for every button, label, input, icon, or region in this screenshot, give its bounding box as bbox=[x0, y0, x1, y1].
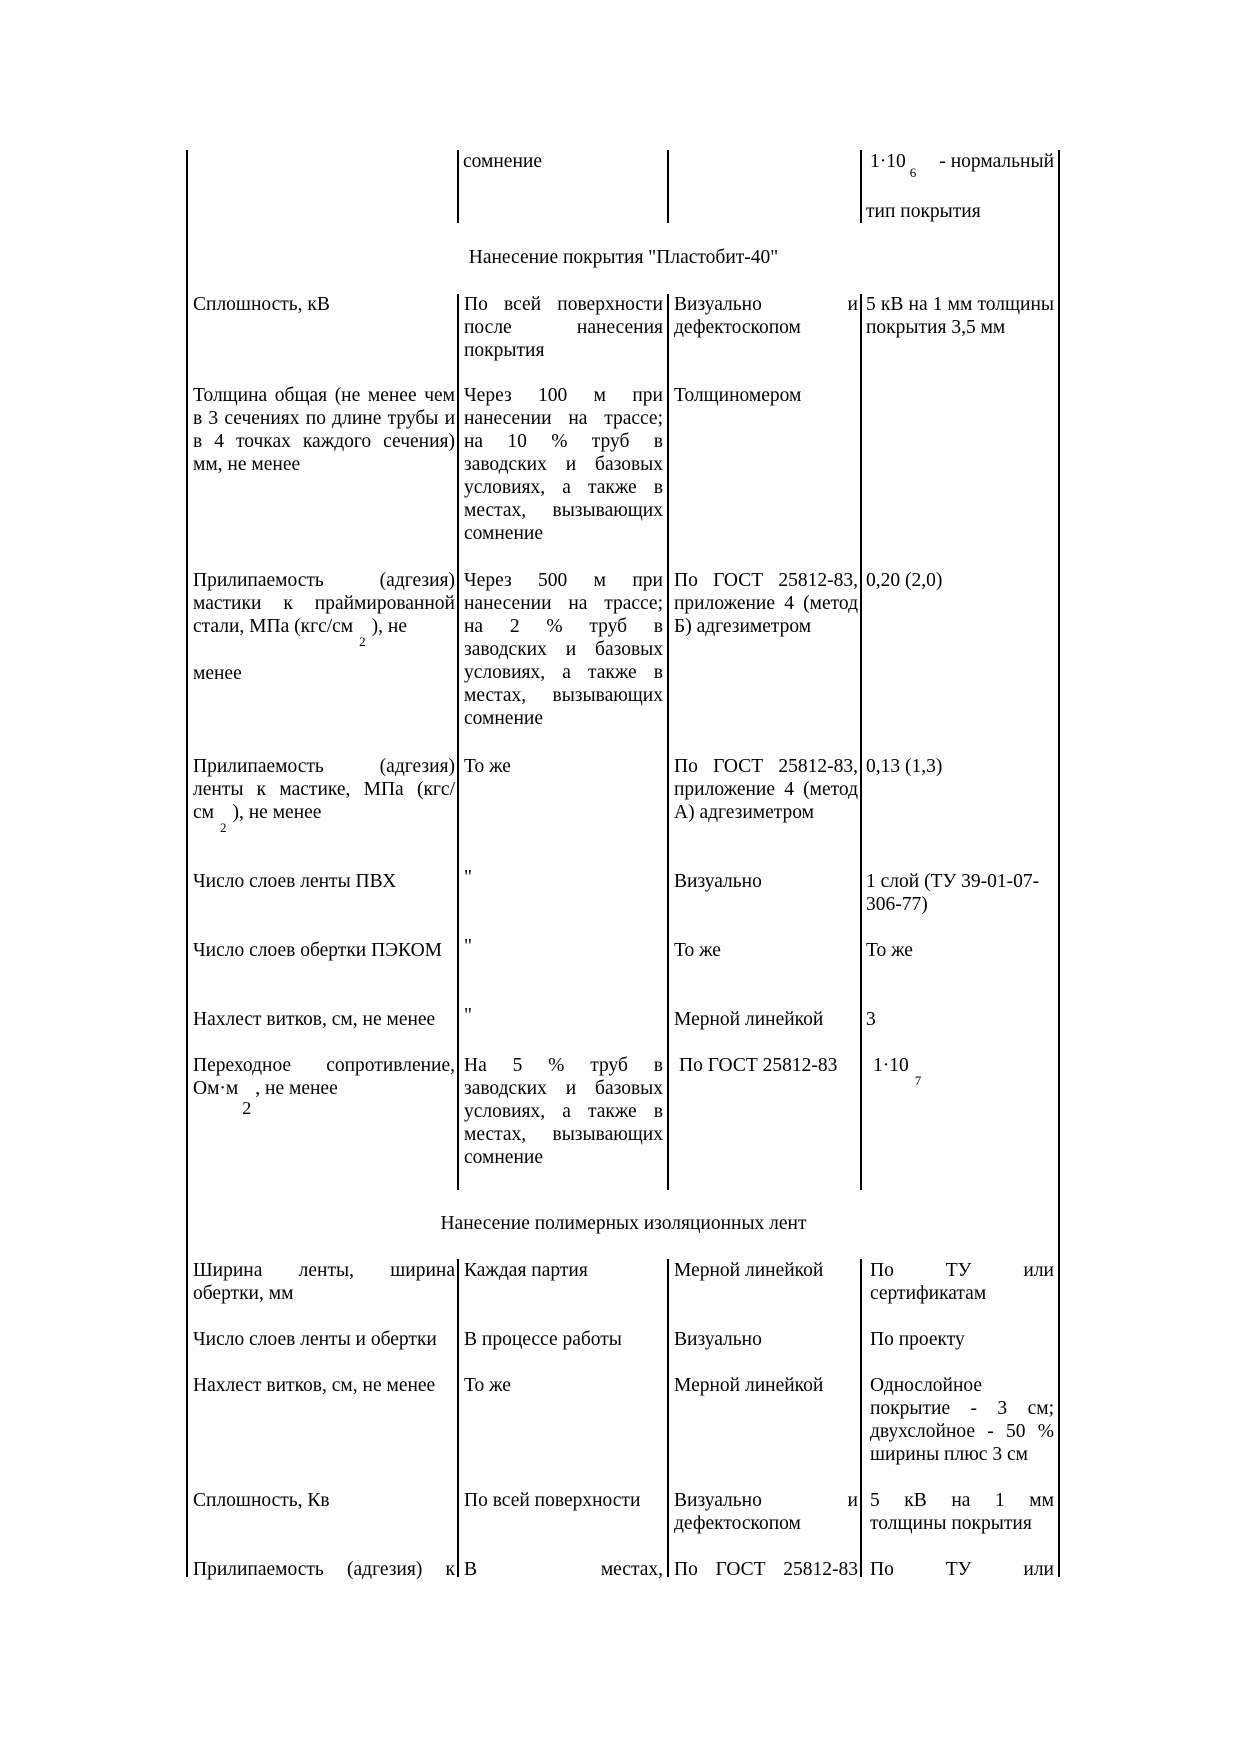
table-cell: Визуально bbox=[674, 1329, 762, 1350]
table-cell: менее bbox=[193, 663, 242, 684]
table-cell: Сплошность, кВ bbox=[193, 294, 330, 315]
table-border-right bbox=[1058, 150, 1060, 1577]
column-divider bbox=[457, 150, 459, 223]
table-cell: Через 100 м при нанесении на трассе; на 10 % труб в заводских и базовых условиях, а также в местах, вызывающих сомнение bbox=[464, 385, 663, 544]
table-cell: По всей поверхности после нанесения покрытия bbox=[464, 294, 663, 361]
table-cell: Визуально bbox=[674, 871, 762, 892]
table-border-left bbox=[186, 150, 188, 1577]
table-cell: Нахлест витков, см, не менее bbox=[193, 1009, 436, 1030]
table-cell: Каждая партия bbox=[464, 1260, 588, 1281]
column-divider bbox=[667, 1259, 669, 1577]
table-cell: По проекту bbox=[870, 1329, 965, 1350]
table-cell: 0,20 (2,0) bbox=[866, 570, 943, 591]
table-cell: В местах, bbox=[464, 1559, 663, 1580]
table-cell: 3 bbox=[866, 1009, 876, 1030]
table-cell: По ТУ или bbox=[870, 1559, 1054, 1580]
table-cell: По ГОСТ 25812-83 bbox=[679, 1055, 838, 1076]
table-cell: сомнение bbox=[463, 151, 542, 172]
table-cell: Прилипаемость (адгезия) мастики к праймированной стали, МПа $(кгс/см_2)$, не bbox=[193, 570, 455, 649]
table-cell: То же bbox=[866, 940, 913, 961]
table-cell: То же bbox=[674, 940, 721, 961]
column-divider bbox=[860, 1259, 862, 1577]
section-heading: Нанесение покрытия "Пластобит-40" bbox=[468, 247, 779, 268]
table-cell: 5 кВ на 1 мм толщины покрытия bbox=[870, 1490, 1054, 1534]
table-cell: По ГОСТ 25812-83, приложение 4 (метод А) адгезиметром bbox=[674, 756, 858, 823]
column-divider bbox=[667, 294, 669, 1190]
table-cell: Прилипаемость (адгезия) к bbox=[193, 1559, 455, 1580]
table-cell: 1 слой (ТУ 39-01-07-306-77) bbox=[866, 871, 1040, 915]
table-cell: То же bbox=[464, 1375, 511, 1396]
table-cell: Через 500 м при нанесении на трассе; на 2 % труб в заводских и базовых условиях, а также в местах, вызывающих сомнение bbox=[464, 570, 663, 729]
table-cell: Визуально и дефектоскопом bbox=[674, 1490, 858, 1534]
table-cell: Сплошность, Кв bbox=[193, 1490, 330, 1511]
column-divider bbox=[457, 1259, 459, 1577]
table-cell: Нахлест витков, см, не менее bbox=[193, 1375, 436, 1396]
column-divider bbox=[860, 150, 862, 223]
table-cell: Толщиномером bbox=[674, 385, 802, 406]
table-cell: По ТУ или сертификатам bbox=[870, 1260, 1054, 1304]
table-cell: По ГОСТ 25812-83, приложение 4 (метод Б) адгезиметром bbox=[674, 570, 858, 637]
table-cell: Переходное сопротивление, Ом·м2, не менее bbox=[193, 1055, 455, 1118]
table-cell: $1\cdot 10_7$ bbox=[873, 1055, 922, 1088]
table-cell: Толщина общая (не менее чем в 3 сечениях по длине трубы и в 4 точках каждого сечения) мм, не менее bbox=[193, 385, 455, 475]
table-cell: По ГОСТ 25812-83 bbox=[674, 1559, 858, 1580]
table-cell: Ширина ленты, ширина обертки, мм bbox=[193, 1260, 455, 1304]
table-cell: Визуально и дефектоскопом bbox=[674, 294, 858, 338]
column-divider bbox=[457, 294, 459, 1190]
column-divider bbox=[667, 150, 669, 223]
table-cell: На 5 % труб в заводских и базовых условиях, а также в местах, вызывающих сомнение bbox=[464, 1055, 663, 1168]
table-cell: То же bbox=[464, 756, 511, 777]
section-heading: Нанесение полимерных изоляционных лент bbox=[440, 1213, 807, 1234]
table-cell: В процессе работы bbox=[464, 1329, 622, 1350]
table-cell: Число слоев ленты и обертки bbox=[193, 1329, 437, 1350]
table-cell: 5 кВ на 1 мм толщины покрытия 3,5 мм bbox=[866, 294, 1054, 338]
table-cell: $1\cdot 10_6$ - нормальный bbox=[870, 151, 1054, 180]
table-cell: Число слоев обертки ПЭКОМ bbox=[193, 940, 442, 961]
table-cell: Мерной линейкой bbox=[674, 1260, 824, 1281]
table-cell: По всей поверхности bbox=[464, 1490, 641, 1511]
table-cell: " bbox=[464, 867, 472, 888]
table-cell: " bbox=[464, 936, 472, 957]
table-cell: " bbox=[464, 1005, 472, 1026]
table-cell: тип покрытия bbox=[866, 201, 981, 222]
table-cell: Прилипаемость (адгезия) ленты к мастике, МПа $(кгс/см_2)$, не менее bbox=[193, 756, 455, 835]
table-cell: 0,13 (1,3) bbox=[866, 756, 943, 777]
table-cell: Однослойное покрытие - 3 см; двухслойное - 50 % ширины плюс 3 см bbox=[870, 1375, 1054, 1465]
table-cell: Мерной линейкой bbox=[674, 1375, 824, 1396]
table-cell: Мерной линейкой bbox=[674, 1009, 824, 1030]
table-cell: Число слоев ленты ПВХ bbox=[193, 871, 397, 892]
